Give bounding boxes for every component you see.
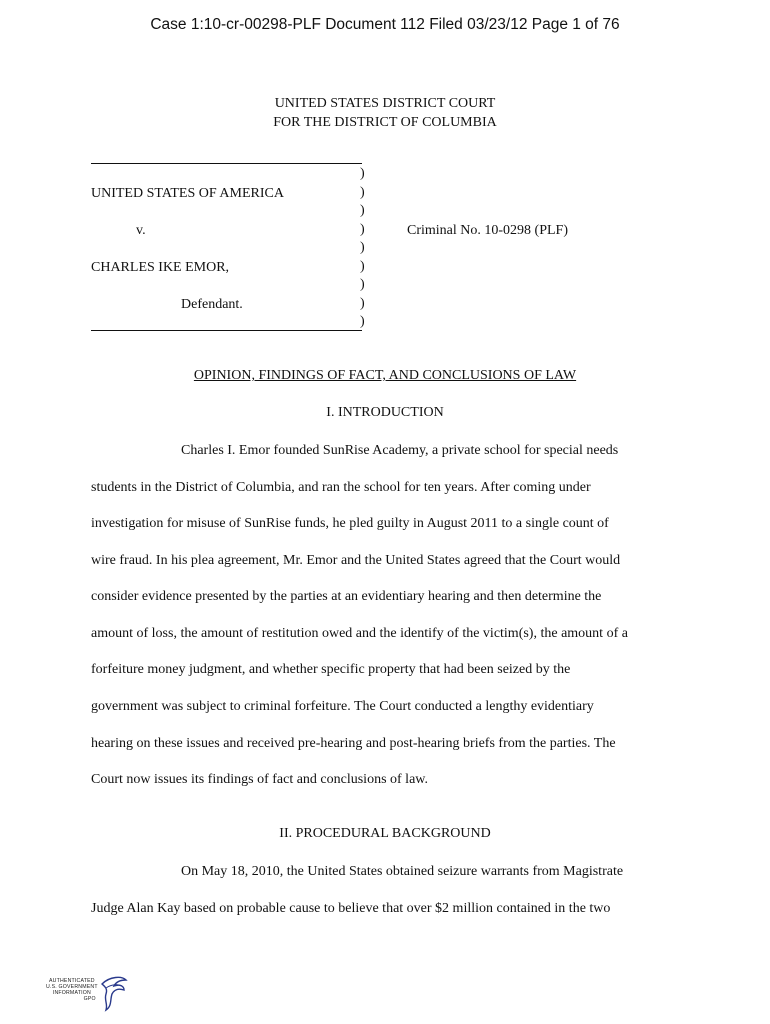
defendant-name: CHARLES IKE EMOR, xyxy=(91,260,230,275)
court-name xyxy=(0,94,770,132)
paren: ) xyxy=(360,314,365,329)
logo-line-3: INFORMATION xyxy=(52,990,91,996)
paragraph-line: forfeiture money judgment, and whether specific property that had been seized by the xyxy=(91,662,571,677)
defendant-label: Defendant. xyxy=(181,297,243,312)
court-line-1: UNITED STATES DISTRICT COURT xyxy=(274,96,496,111)
gpo-authenticated-logo xyxy=(40,974,132,1018)
paragraph-line: hearing on these issues and received pre-hearing and post-hearing briefs from the parties. The xyxy=(91,736,616,751)
document-title: OPINION, FINDINGS OF FACT, AND CONCLUSIONS OF LAW xyxy=(193,368,577,383)
paragraph-line: government was subject to criminal forfeiture. The Court conducted a lengthy evidentiary xyxy=(91,699,594,714)
paren: ) xyxy=(360,295,365,311)
plaintiff-name: UNITED STATES OF AMERICA xyxy=(91,186,284,201)
logo-line-2: U.S. GOVERNMENT xyxy=(46,984,98,990)
court-line-2: FOR THE DISTRICT OF COLUMBIA xyxy=(273,115,497,130)
paren: ) xyxy=(360,221,365,237)
caption-top-rule xyxy=(91,163,362,164)
case-number: Criminal No. 10-0298 (PLF) xyxy=(407,223,568,238)
eagle-icon xyxy=(96,974,130,1014)
logo-line-4: GPO xyxy=(83,996,96,1002)
paragraph-line: amount of loss, the amount of restitution owed and the identify of the victim(s), the amount of a xyxy=(91,626,628,641)
case-header: Case 1:10-cr-00298-PLF Document 112 Filed 03/23/12 Page 1 of 76 xyxy=(150,16,620,33)
versus-label: v. xyxy=(136,223,146,238)
paragraph-line: Charles I. Emor founded SunRise Academy, a private school for special needs xyxy=(181,443,619,458)
paren: ) xyxy=(360,166,365,181)
paragraph-line: students in the District of Columbia, and ran the school for ten years. After coming under xyxy=(91,480,591,495)
paragraph-line: consider evidence presented by the parties at an evidentiary hearing and then determine the xyxy=(91,589,602,604)
paren: ) xyxy=(360,258,365,274)
section-heading-procedural-background: II. PROCEDURAL BACKGROUND xyxy=(279,826,491,841)
paragraph-line: investigation for misuse of SunRise funds, he pled guilty in August 2011 to a single count of xyxy=(91,516,609,531)
paren: ) xyxy=(360,240,365,255)
paragraph-line: wire fraud. In his plea agreement, Mr. Emor and the United States agreed that the Court would xyxy=(91,553,621,568)
paragraph-line: On May 18, 2010, the United States obtained seizure warrants from Magistrate xyxy=(181,864,624,879)
paren: ) xyxy=(360,203,365,218)
caption-paren-column xyxy=(360,165,365,332)
paren: ) xyxy=(360,277,365,292)
section-heading-introduction: I. INTRODUCTION xyxy=(326,405,444,420)
caption-bottom-rule xyxy=(91,330,362,331)
paren: ) xyxy=(360,184,365,200)
paragraph-line: Court now issues its findings of fact and conclusions of law. xyxy=(91,772,428,787)
logo-line-1: AUTHENTICATED xyxy=(48,978,95,984)
paragraph-line: Judge Alan Kay based on probable cause to believe that over $2 million contained in the two xyxy=(91,901,611,916)
